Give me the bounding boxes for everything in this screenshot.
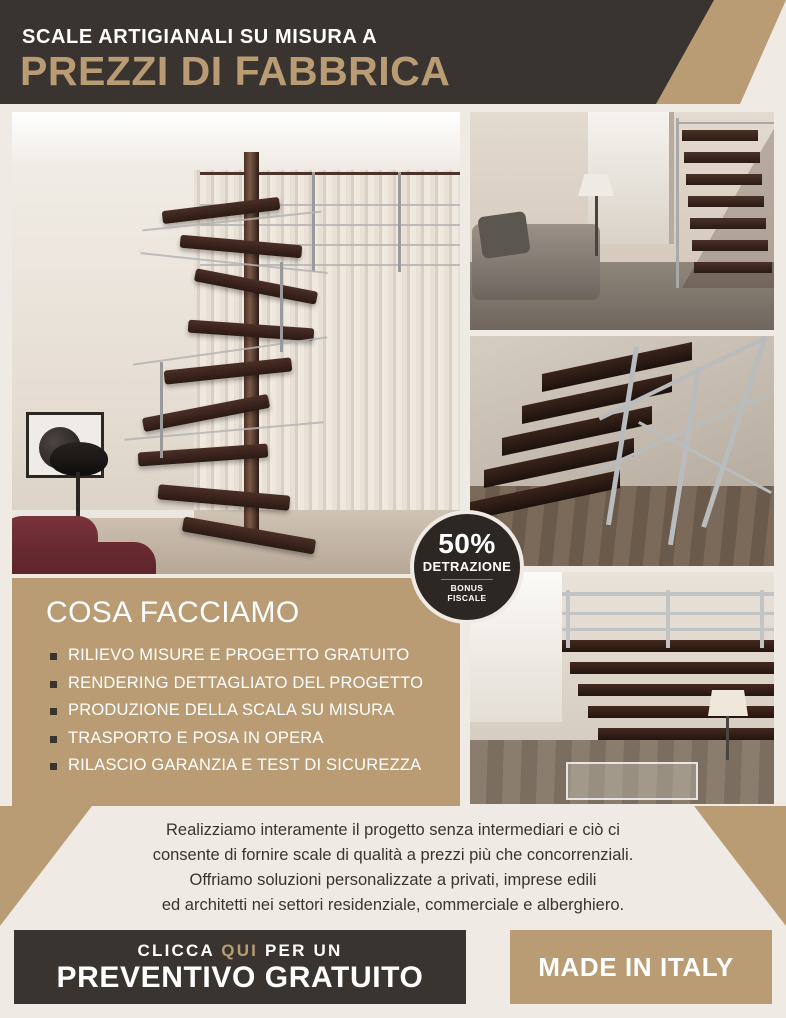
footer-separator — [466, 926, 510, 1018]
made-in-italy-label: MADE IN ITALY — [538, 951, 734, 982]
description-line-3: Offriamo soluzioni personalizzate a privati, imprese edili — [189, 871, 597, 889]
badge-label: DETRAZIONE — [422, 559, 512, 575]
header-title: PREZZI DI FABBRICA — [20, 48, 451, 94]
services-panel — [12, 578, 460, 806]
badge-bonus-line2: FISCALE — [447, 593, 487, 603]
services-list — [50, 642, 423, 780]
cta-top-after: PER UN — [258, 940, 343, 960]
description-line-1: Realizziamo interamente il progetto senza intermediari e ciò ci — [166, 821, 620, 839]
service-item-3: PRODUZIONE DELLA SCALA SU MISURA — [50, 697, 423, 725]
header-banner — [0, 0, 786, 104]
badge-divider — [441, 579, 493, 580]
service-item-4: TRASPORTO E POSA IN OPERA — [50, 725, 423, 753]
middle-right-image-art — [470, 336, 774, 566]
discount-badge — [414, 514, 520, 620]
cta-top-before: CLICCA — [137, 940, 222, 960]
main-staircase-image — [12, 112, 460, 574]
main-image-art — [12, 112, 460, 574]
description-paragraph — [80, 818, 706, 918]
badge-bonus-line1: BONUS — [450, 583, 484, 594]
description-line-4: ed architetti nei settori residenziale, commerciale e alberghiero. — [161, 896, 625, 914]
cta-top-line — [138, 941, 343, 961]
modern-interior-staircase-image — [470, 572, 774, 804]
header-subtitle: SCALE ARTIGIANALI SU MISURA A — [22, 26, 378, 48]
service-item-1: RILIEVO MISURE E PROGETTO GRATUITO — [50, 642, 423, 670]
bottom-right-image-art — [470, 572, 774, 804]
made-in-italy-badge — [500, 930, 772, 1004]
top-right-image-art — [470, 112, 774, 330]
cta-bottom-line: PREVENTIVO GRATUITO — [56, 960, 424, 994]
steel-balustrade-staircase-image — [470, 336, 774, 566]
service-item-2: RENDERING DETTAGLIATO DEL PROGETTO — [50, 670, 423, 698]
description-line-2: consente di fornire scale di qualità a prezzi più che concorrenziali. — [152, 846, 634, 864]
quote-cta-button[interactable] — [14, 930, 466, 1004]
services-title: COSA FACCIAMO — [46, 596, 300, 629]
service-item-5: RILASCIO GARANZIA E TEST DI SICUREZZA — [50, 752, 423, 780]
living-room-staircase-image — [470, 112, 774, 330]
badge-percent: 50% — [438, 528, 496, 560]
cta-top-highlight: QUI — [221, 940, 259, 960]
